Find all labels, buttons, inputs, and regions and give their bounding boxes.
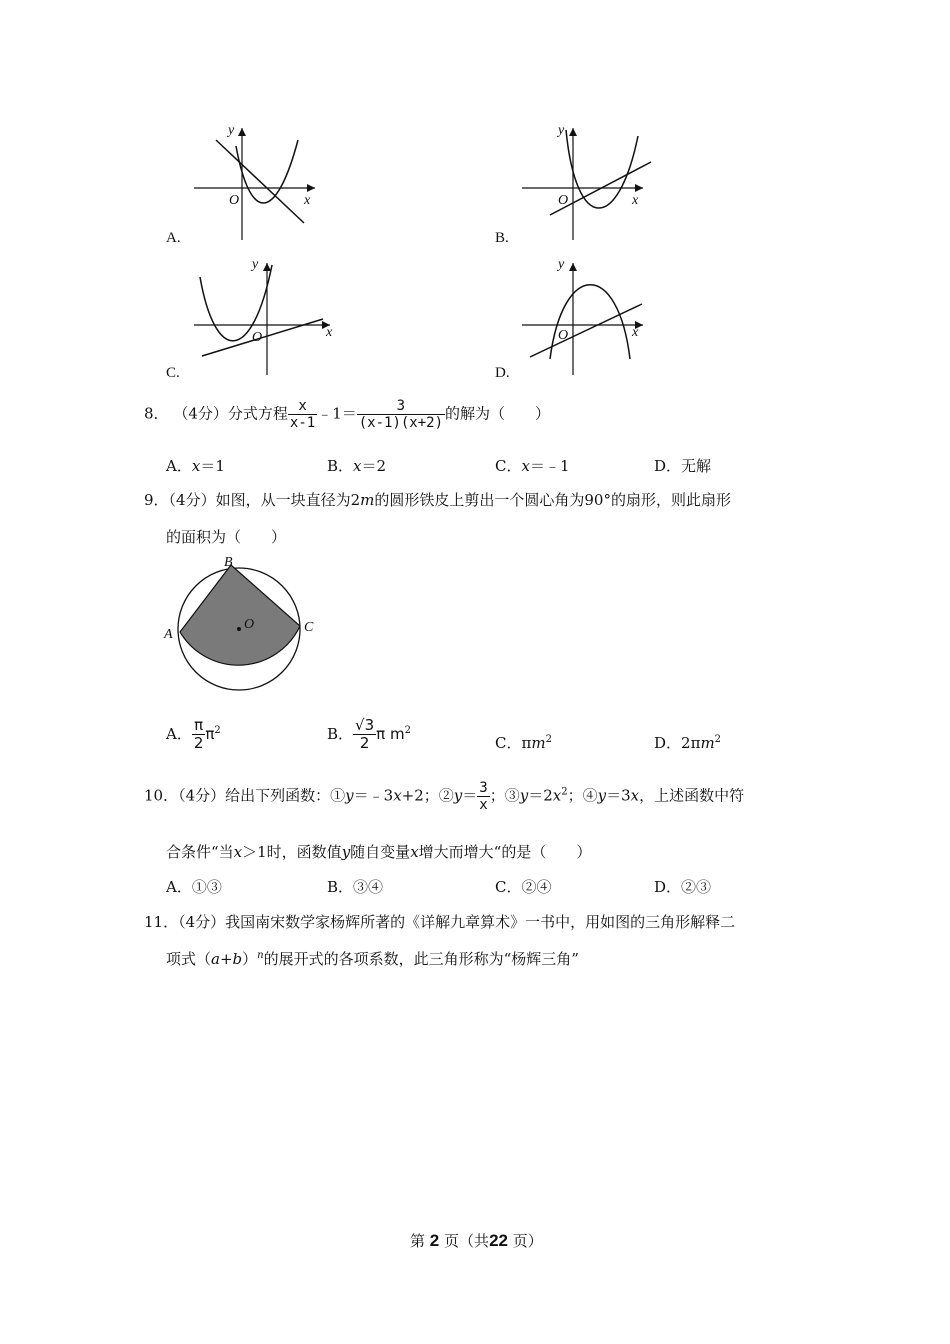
graph-c bbox=[190, 255, 340, 380]
q9-option-b[interactable]: B． $\frac{√3}{2}$ π $m^2$ bbox=[327, 716, 411, 753]
q8-option-a[interactable]: A．x＝1 bbox=[166, 457, 225, 475]
graph-d-label: D. bbox=[495, 365, 510, 381]
page-footer: 第 2 页（共22 页） bbox=[410, 1231, 543, 1250]
graph-a-label: A. bbox=[166, 230, 181, 246]
graph-b-x-label: x bbox=[632, 193, 639, 208]
point-o-label: O bbox=[244, 617, 255, 632]
q8-fraction-1: $\frac{x}{x-1}$ bbox=[289, 398, 316, 432]
total-page-count: 22 bbox=[489, 1231, 508, 1250]
graph-b-label: B. bbox=[495, 230, 509, 246]
point-c-label: C bbox=[304, 620, 314, 635]
question-10-line2: 合条件“当x＞1时，函数值y随自变量x增大而增大“的是（ ） bbox=[166, 843, 592, 861]
question-9-line2: 的面积为（ ） bbox=[166, 528, 287, 546]
q8-option-c[interactable]: C．x＝﹣1 bbox=[495, 457, 570, 475]
question-11-line1: 11．（4分）我国南宋数学家杨辉所著的《详解九章算术》一书中，用如图的三角形解释二 bbox=[144, 913, 736, 931]
graph-c-y-label: y bbox=[252, 257, 259, 272]
question-9-line1: 9．（4分）如图，从一块直径为2m的圆形铁皮上剪出一个圆心角为90°的扇形，则此扇形 bbox=[144, 491, 731, 509]
graph-c-label: C. bbox=[166, 365, 180, 381]
graph-a-origin: O bbox=[229, 193, 240, 208]
graph-d-x-label: x bbox=[632, 325, 639, 340]
graph-d bbox=[518, 255, 658, 380]
point-b-label: B bbox=[224, 555, 233, 570]
q9-option-c[interactable]: C．$\pi m^2$ bbox=[495, 734, 552, 752]
graph-d-y-label: y bbox=[558, 257, 565, 272]
q9-option-a[interactable]: A． $\frac{\pi}{2}$ $\pi^2$ bbox=[166, 716, 221, 753]
q10-option-b[interactable]: B．③④ bbox=[327, 878, 384, 896]
q8-fraction-2: $\frac{3}{(x-1)(x+2)}$ bbox=[358, 398, 444, 432]
current-page-number: 2 bbox=[429, 1231, 440, 1250]
graph-b bbox=[518, 118, 658, 243]
q10-option-a[interactable]: A．①③ bbox=[166, 878, 222, 896]
point-a-label: A bbox=[164, 627, 173, 642]
q9-option-d[interactable]: D．$2\pi m^2$ bbox=[654, 734, 722, 752]
q10-option-c[interactable]: C．②④ bbox=[495, 878, 552, 896]
graph-b-y-label: y bbox=[558, 123, 565, 138]
question-10-line1: 10．（4分）给出下列函数：①y＝﹣3x+2；②y＝ $\frac{3}{x}$ ；$③y=2x^2$；④y＝3x，上述函数中符 bbox=[144, 780, 745, 814]
q10-option-d[interactable]: D．②③ bbox=[654, 878, 712, 896]
graph-d-origin: O bbox=[558, 328, 569, 343]
graph-c-origin: O bbox=[252, 330, 263, 345]
graph-a-x-label: x bbox=[304, 193, 311, 208]
question-11-line2: 项式$(a+b)^n$的展开式的各项系数，此三角形称为“杨辉三角” bbox=[166, 950, 579, 968]
graph-a bbox=[190, 118, 330, 243]
q8-option-b[interactable]: B．x＝2 bbox=[327, 457, 387, 475]
graph-a-y-label: y bbox=[228, 123, 235, 138]
question-8-stem: 8． （4分）分式方程 $\frac{x}{x-1}$ ﹣1＝ $\frac{3}{(x-1)(x+2)}$ 的解为（ ） bbox=[144, 398, 551, 432]
q8-option-d[interactable]: D．无解 bbox=[654, 457, 712, 475]
graph-c-x-label: x bbox=[326, 325, 333, 340]
sector-figure bbox=[160, 552, 325, 697]
graph-b-origin: O bbox=[558, 193, 569, 208]
